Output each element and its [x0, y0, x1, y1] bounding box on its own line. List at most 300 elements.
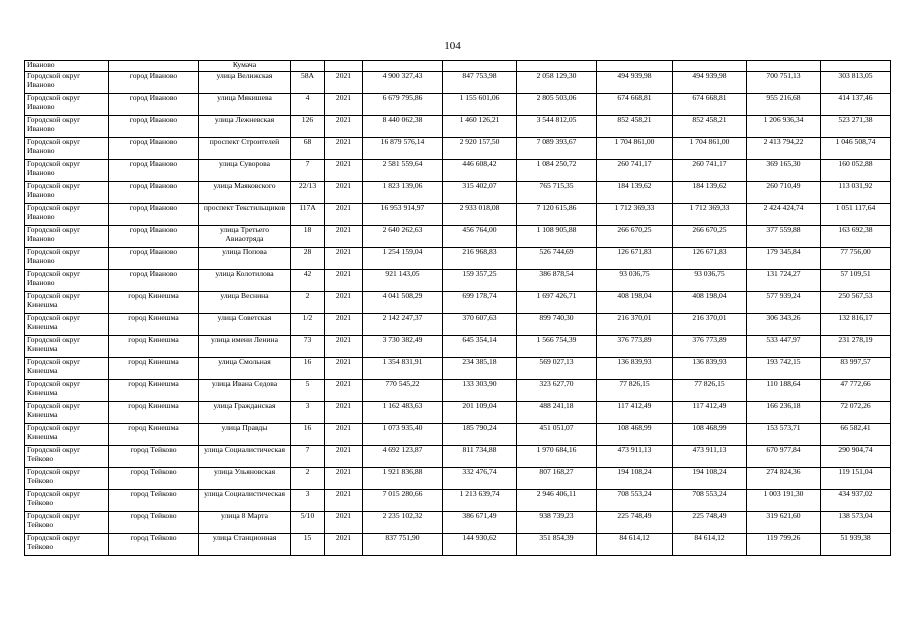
- amount-cell: 1 213 639,74: [443, 490, 517, 512]
- table-row: [25, 380, 891, 402]
- settlement-cell: [109, 61, 199, 72]
- street-cell: улица Советская: [199, 314, 291, 336]
- amount-cell: 225 748,49: [673, 512, 747, 534]
- amount-cell: 921 143,05: [363, 270, 443, 292]
- amount-cell: 260 710,49: [747, 182, 821, 204]
- year-cell: 2021: [325, 160, 363, 182]
- table-row: [25, 468, 891, 490]
- amount-cell: 266 670,25: [597, 226, 673, 248]
- municipality-cell: Городской округ Тейково: [25, 468, 109, 490]
- amount-cell: 166 236,18: [747, 402, 821, 424]
- amount-cell: 110 188,64: [747, 380, 821, 402]
- year-cell: 2021: [325, 336, 363, 358]
- year-cell: 2021: [325, 116, 363, 138]
- street-cell: улица Ульяновская: [199, 468, 291, 490]
- amount-cell: 376 773,89: [597, 336, 673, 358]
- amount-cell: 323 627,70: [517, 380, 597, 402]
- settlement-cell: город Иваново: [109, 182, 199, 204]
- amount-cell: 179 345,84: [747, 248, 821, 270]
- municipality-cell: Городской округ Иваново: [25, 160, 109, 182]
- settlement-cell: город Кинешма: [109, 292, 199, 314]
- street-cell: улица Правды: [199, 424, 291, 446]
- settlement-cell: город Кинешма: [109, 314, 199, 336]
- settlement-cell: город Иваново: [109, 138, 199, 160]
- amount-cell: 93 036,75: [673, 270, 747, 292]
- amount-cell: 4 900 327,43: [363, 72, 443, 94]
- amount-cell: 51 939,38: [821, 534, 891, 556]
- year-cell: [325, 61, 363, 72]
- settlement-cell: город Кинешма: [109, 402, 199, 424]
- amount-cell: 1 254 159,04: [363, 248, 443, 270]
- amount-cell: 852 458,21: [597, 116, 673, 138]
- amount-cell: 1 970 684,16: [517, 446, 597, 468]
- amount-cell: 16 953 914,97: [363, 204, 443, 226]
- amount-cell: 370 607,63: [443, 314, 517, 336]
- settlement-cell: город Иваново: [109, 204, 199, 226]
- amount-cell: 225 748,49: [597, 512, 673, 534]
- year-cell: 2021: [325, 534, 363, 556]
- amount-cell: 434 937,02: [821, 490, 891, 512]
- amount-cell: 674 668,81: [597, 94, 673, 116]
- amount-cell: 1 704 861,00: [673, 138, 747, 160]
- amount-cell: 1 051 117,64: [821, 204, 891, 226]
- amount-cell: 577 939,24: [747, 292, 821, 314]
- settlement-cell: город Иваново: [109, 116, 199, 138]
- table-row: [25, 446, 891, 468]
- amount-cell: 93 036,75: [597, 270, 673, 292]
- municipality-cell: Городской округ Кинешма: [25, 358, 109, 380]
- amount-cell: 473 911,13: [673, 446, 747, 468]
- amount-cell: 674 668,81: [673, 94, 747, 116]
- municipality-cell: Городской округ Иваново: [25, 248, 109, 270]
- settlement-cell: город Иваново: [109, 94, 199, 116]
- amount-cell: 2 413 794,22: [747, 138, 821, 160]
- year-cell: 2021: [325, 446, 363, 468]
- amount-cell: 837 751,90: [363, 534, 443, 556]
- amount-cell: 2 581 559,64: [363, 160, 443, 182]
- amount-cell: 194 108,24: [597, 468, 673, 490]
- amount-cell: 250 567,53: [821, 292, 891, 314]
- amount-cell: 83 997,57: [821, 358, 891, 380]
- street-cell: улица Мякишева: [199, 94, 291, 116]
- table-row: [25, 314, 891, 336]
- house-number-cell: 42: [291, 270, 325, 292]
- amount-cell: 569 027,13: [517, 358, 597, 380]
- amount-cell: 2 424 424,74: [747, 204, 821, 226]
- amount-cell: 113 031,92: [821, 182, 891, 204]
- street-cell: улица Социалистическая: [199, 490, 291, 512]
- settlement-cell: город Тейково: [109, 468, 199, 490]
- amount-cell: 266 670,25: [673, 226, 747, 248]
- amount-cell: 533 447,97: [747, 336, 821, 358]
- house-number-cell: 73: [291, 336, 325, 358]
- settlement-cell: город Тейково: [109, 446, 199, 468]
- settlement-cell: город Иваново: [109, 160, 199, 182]
- municipality-cell: Городской округ Кинешма: [25, 380, 109, 402]
- house-number-cell: 15: [291, 534, 325, 556]
- amount-cell: 290 904,74: [821, 446, 891, 468]
- amount-cell: 77 756,00: [821, 248, 891, 270]
- year-cell: 2021: [325, 204, 363, 226]
- municipality-cell: Городской округ Тейково: [25, 446, 109, 468]
- amount-cell: 6 679 795,86: [363, 94, 443, 116]
- amount-cell: 126 671,83: [673, 248, 747, 270]
- amount-cell: 57 109,51: [821, 270, 891, 292]
- amount-cell: 7 120 615,86: [517, 204, 597, 226]
- table-row: [25, 336, 891, 358]
- amount-cell: 3 730 382,49: [363, 336, 443, 358]
- amount-cell: 2 235 102,32: [363, 512, 443, 534]
- municipality-cell: Городской округ Тейково: [25, 534, 109, 556]
- table-body: [25, 61, 891, 556]
- house-number-cell: 126: [291, 116, 325, 138]
- amount-cell: 1 155 601,06: [443, 94, 517, 116]
- table-row: [25, 512, 891, 534]
- house-number-cell: 16: [291, 358, 325, 380]
- house-number-cell: 28: [291, 248, 325, 270]
- street-cell: улица Смольная: [199, 358, 291, 380]
- settlement-cell: город Кинешма: [109, 336, 199, 358]
- amount-cell: 386 878,54: [517, 270, 597, 292]
- amount-cell: 488 241,18: [517, 402, 597, 424]
- street-cell: улица Суворова: [199, 160, 291, 182]
- amount-cell: 2 933 018,08: [443, 204, 517, 226]
- amount-cell: 1 046 508,74: [821, 138, 891, 160]
- amount-cell: 77 826,15: [673, 380, 747, 402]
- amount-cell: 2 142 247,37: [363, 314, 443, 336]
- year-cell: 2021: [325, 358, 363, 380]
- amount-cell: 132 816,17: [821, 314, 891, 336]
- amount-cell: 216 370,01: [673, 314, 747, 336]
- year-cell: 2021: [325, 380, 363, 402]
- amount-cell: 1 697 426,71: [517, 292, 597, 314]
- amount-cell: 708 553,24: [597, 490, 673, 512]
- amount-cell: 131 724,27: [747, 270, 821, 292]
- municipality-cell: Городской округ Иваново: [25, 72, 109, 94]
- amount-cell: 2 805 503,06: [517, 94, 597, 116]
- house-number-cell: 3: [291, 490, 325, 512]
- amount-cell: [363, 61, 443, 72]
- amount-cell: 408 198,04: [597, 292, 673, 314]
- settlement-cell: город Иваново: [109, 270, 199, 292]
- amount-cell: 376 773,89: [673, 336, 747, 358]
- house-number-cell: 7: [291, 160, 325, 182]
- table-row: [25, 248, 891, 270]
- amount-cell: 700 751,13: [747, 72, 821, 94]
- amount-cell: 1 460 126,21: [443, 116, 517, 138]
- table-row: [25, 270, 891, 292]
- settlement-cell: город Иваново: [109, 226, 199, 248]
- street-cell: улица Гражданская: [199, 402, 291, 424]
- amount-cell: 494 939,98: [673, 72, 747, 94]
- house-number-cell: 2: [291, 468, 325, 490]
- amount-cell: 414 137,46: [821, 94, 891, 116]
- amount-cell: 645 354,14: [443, 336, 517, 358]
- amount-cell: [517, 61, 597, 72]
- amount-cell: 494 939,98: [597, 72, 673, 94]
- amount-cell: 4 692 123,87: [363, 446, 443, 468]
- street-cell: улица Ивана Седова: [199, 380, 291, 402]
- amount-cell: 1 823 139,06: [363, 182, 443, 204]
- amount-cell: 84 614,12: [673, 534, 747, 556]
- street-cell: улица Социалистическая: [199, 446, 291, 468]
- amount-cell: 319 621,60: [747, 512, 821, 534]
- amount-cell: 231 278,19: [821, 336, 891, 358]
- amount-cell: 117 412,49: [673, 402, 747, 424]
- house-number-cell: 3: [291, 402, 325, 424]
- table-row: [25, 72, 891, 94]
- municipality-cell: Городской округ Кинешма: [25, 424, 109, 446]
- amount-cell: 184 139,62: [673, 182, 747, 204]
- municipality-cell: Городской округ Иваново: [25, 138, 109, 160]
- street-cell: проспект Текстильщиков: [199, 204, 291, 226]
- amount-cell: 1 206 936,34: [747, 116, 821, 138]
- house-number-cell: 5: [291, 380, 325, 402]
- amount-cell: 1 921 836,88: [363, 468, 443, 490]
- settlement-cell: город Кинешма: [109, 424, 199, 446]
- year-cell: 2021: [325, 270, 363, 292]
- amount-cell: 274 824,36: [747, 468, 821, 490]
- amount-cell: 408 198,04: [673, 292, 747, 314]
- street-cell: улица Маяковского: [199, 182, 291, 204]
- amount-cell: 699 178,74: [443, 292, 517, 314]
- amount-cell: 446 608,42: [443, 160, 517, 182]
- settlement-cell: город Тейково: [109, 534, 199, 556]
- street-cell: улица Попова: [199, 248, 291, 270]
- amount-cell: 670 977,84: [747, 446, 821, 468]
- house-number-cell: 18: [291, 226, 325, 248]
- amount-cell: 1 712 369,33: [597, 204, 673, 226]
- table-row: [25, 292, 891, 314]
- year-cell: 2021: [325, 248, 363, 270]
- amount-cell: 66 582,41: [821, 424, 891, 446]
- year-cell: 2021: [325, 292, 363, 314]
- year-cell: 2021: [325, 314, 363, 336]
- amount-cell: 811 734,88: [443, 446, 517, 468]
- amount-cell: 303 813,05: [821, 72, 891, 94]
- amount-cell: 216 968,83: [443, 248, 517, 270]
- table-row: [25, 358, 891, 380]
- table-row: [25, 490, 891, 512]
- amount-cell: 1 566 754,39: [517, 336, 597, 358]
- amount-cell: 708 553,24: [673, 490, 747, 512]
- amount-cell: [747, 61, 821, 72]
- amount-cell: 160 052,88: [821, 160, 891, 182]
- street-cell: улица Станционная: [199, 534, 291, 556]
- amount-cell: 1 704 861,00: [597, 138, 673, 160]
- house-number-cell: 22/13: [291, 182, 325, 204]
- house-number-cell: 58А: [291, 72, 325, 94]
- municipality-cell: Городской округ Кинешма: [25, 292, 109, 314]
- housing-repair-table: [24, 60, 891, 556]
- amount-cell: 193 742,15: [747, 358, 821, 380]
- house-number-cell: 5/10: [291, 512, 325, 534]
- municipality-cell: Городской округ Тейково: [25, 490, 109, 512]
- municipality-cell: Городской округ Кинешма: [25, 402, 109, 424]
- amount-cell: 369 165,30: [747, 160, 821, 182]
- amount-cell: 216 370,01: [597, 314, 673, 336]
- amount-cell: 126 671,83: [597, 248, 673, 270]
- table-row: [25, 424, 891, 446]
- amount-cell: 184 139,62: [597, 182, 673, 204]
- table-row: [25, 94, 891, 116]
- house-number-cell: 117А: [291, 204, 325, 226]
- amount-cell: 47 772,66: [821, 380, 891, 402]
- house-number-cell: 4: [291, 94, 325, 116]
- municipality-cell: Городской округ Тейково: [25, 512, 109, 534]
- municipality-cell: Городской округ Иваново: [25, 182, 109, 204]
- house-number-cell: 16: [291, 424, 325, 446]
- amount-cell: 201 109,04: [443, 402, 517, 424]
- amount-cell: 2 058 129,30: [517, 72, 597, 94]
- table-row: [25, 204, 891, 226]
- settlement-cell: город Иваново: [109, 248, 199, 270]
- municipality-cell: Городской округ Кинешма: [25, 336, 109, 358]
- municipality-cell: Городской округ Иваново: [25, 94, 109, 116]
- amount-cell: 526 744,69: [517, 248, 597, 270]
- table-row: [25, 402, 891, 424]
- amount-cell: 938 739,23: [517, 512, 597, 534]
- amount-cell: 144 930,62: [443, 534, 517, 556]
- settlement-cell: город Кинешма: [109, 358, 199, 380]
- year-cell: 2021: [325, 138, 363, 160]
- amount-cell: 119 151,04: [821, 468, 891, 490]
- amount-cell: 847 753,98: [443, 72, 517, 94]
- amount-cell: 1 084 250,72: [517, 160, 597, 182]
- amount-cell: 3 544 812,05: [517, 116, 597, 138]
- amount-cell: 7 089 393,67: [517, 138, 597, 160]
- house-number-cell: 7: [291, 446, 325, 468]
- amount-cell: 386 671,49: [443, 512, 517, 534]
- year-cell: 2021: [325, 94, 363, 116]
- amount-cell: 7 015 280,66: [363, 490, 443, 512]
- year-cell: 2021: [325, 182, 363, 204]
- amount-cell: [443, 61, 517, 72]
- amount-cell: 72 072,26: [821, 402, 891, 424]
- year-cell: 2021: [325, 72, 363, 94]
- amount-cell: 138 573,04: [821, 512, 891, 534]
- amount-cell: 351 854,39: [517, 534, 597, 556]
- street-cell: улица Веснина: [199, 292, 291, 314]
- amount-cell: [821, 61, 891, 72]
- amount-cell: 2 920 157,50: [443, 138, 517, 160]
- amount-cell: 473 911,13: [597, 446, 673, 468]
- year-cell: 2021: [325, 226, 363, 248]
- house-number-cell: 1/2: [291, 314, 325, 336]
- municipality-cell: Городской округ Кинешма: [25, 314, 109, 336]
- amount-cell: 194 108,24: [673, 468, 747, 490]
- amount-cell: 306 343,26: [747, 314, 821, 336]
- table-row: [25, 534, 891, 556]
- amount-cell: 523 271,38: [821, 116, 891, 138]
- house-number-cell: [291, 61, 325, 72]
- settlement-cell: город Иваново: [109, 72, 199, 94]
- amount-cell: 807 168,27: [517, 468, 597, 490]
- amount-cell: 451 051,07: [517, 424, 597, 446]
- municipality-cell: Городской округ Иваново: [25, 116, 109, 138]
- amount-cell: 260 741,17: [597, 160, 673, 182]
- amount-cell: [597, 61, 673, 72]
- amount-cell: 119 799,26: [747, 534, 821, 556]
- street-cell: улица Колотилова: [199, 270, 291, 292]
- amount-cell: 260 741,17: [673, 160, 747, 182]
- table-row: [25, 138, 891, 160]
- amount-cell: 2 946 406,11: [517, 490, 597, 512]
- table-row: [25, 160, 891, 182]
- amount-cell: 456 764,00: [443, 226, 517, 248]
- table-row: [25, 182, 891, 204]
- house-number-cell: 68: [291, 138, 325, 160]
- amount-cell: 955 216,68: [747, 94, 821, 116]
- table-row: [25, 61, 891, 72]
- amount-cell: 4 041 508,29: [363, 292, 443, 314]
- amount-cell: 1 003 191,30: [747, 490, 821, 512]
- table-row: [25, 116, 891, 138]
- amount-cell: 765 715,35: [517, 182, 597, 204]
- amount-cell: 159 357,25: [443, 270, 517, 292]
- year-cell: 2021: [325, 490, 363, 512]
- year-cell: 2021: [325, 468, 363, 490]
- amount-cell: 108 468,99: [597, 424, 673, 446]
- settlement-cell: город Кинешма: [109, 380, 199, 402]
- municipality-cell: Городской округ Иваново: [25, 204, 109, 226]
- amount-cell: 77 826,15: [597, 380, 673, 402]
- amount-cell: 1 354 831,91: [363, 358, 443, 380]
- street-cell: улица 8 Марта: [199, 512, 291, 534]
- amount-cell: 117 412,49: [597, 402, 673, 424]
- year-cell: 2021: [325, 402, 363, 424]
- amount-cell: 108 468,99: [673, 424, 747, 446]
- amount-cell: 1 108 905,88: [517, 226, 597, 248]
- street-cell: Кумача: [199, 61, 291, 72]
- amount-cell: 234 385,18: [443, 358, 517, 380]
- amount-cell: 136 839,93: [673, 358, 747, 380]
- year-cell: 2021: [325, 424, 363, 446]
- amount-cell: 332 476,74: [443, 468, 517, 490]
- street-cell: улица Велижская: [199, 72, 291, 94]
- page-number: 104: [444, 40, 461, 52]
- municipality-cell: Городской округ Иваново: [25, 270, 109, 292]
- amount-cell: 1 073 935,40: [363, 424, 443, 446]
- amount-cell: 1 712 369,33: [673, 204, 747, 226]
- settlement-cell: город Тейково: [109, 490, 199, 512]
- year-cell: 2021: [325, 512, 363, 534]
- amount-cell: 899 740,30: [517, 314, 597, 336]
- amount-cell: 1 162 483,63: [363, 402, 443, 424]
- street-cell: улица Третьего Авиаотряда: [199, 226, 291, 248]
- amount-cell: 84 614,12: [597, 534, 673, 556]
- table-row: [25, 226, 891, 248]
- amount-cell: [673, 61, 747, 72]
- amount-cell: 315 402,07: [443, 182, 517, 204]
- municipality-cell: Городской округ Иваново: [25, 226, 109, 248]
- street-cell: улица имени Ленина: [199, 336, 291, 358]
- street-cell: проспект Строителей: [199, 138, 291, 160]
- amount-cell: 770 545,22: [363, 380, 443, 402]
- settlement-cell: город Тейково: [109, 512, 199, 534]
- amount-cell: 163 692,38: [821, 226, 891, 248]
- amount-cell: 16 879 576,14: [363, 138, 443, 160]
- amount-cell: 153 573,71: [747, 424, 821, 446]
- house-number-cell: 2: [291, 292, 325, 314]
- amount-cell: 133 303,90: [443, 380, 517, 402]
- amount-cell: 185 790,24: [443, 424, 517, 446]
- street-cell: улица Лежневская: [199, 116, 291, 138]
- municipality-cell: Иваново: [25, 61, 109, 72]
- amount-cell: 8 440 062,38: [363, 116, 443, 138]
- amount-cell: 2 640 262,63: [363, 226, 443, 248]
- amount-cell: 136 839,93: [597, 358, 673, 380]
